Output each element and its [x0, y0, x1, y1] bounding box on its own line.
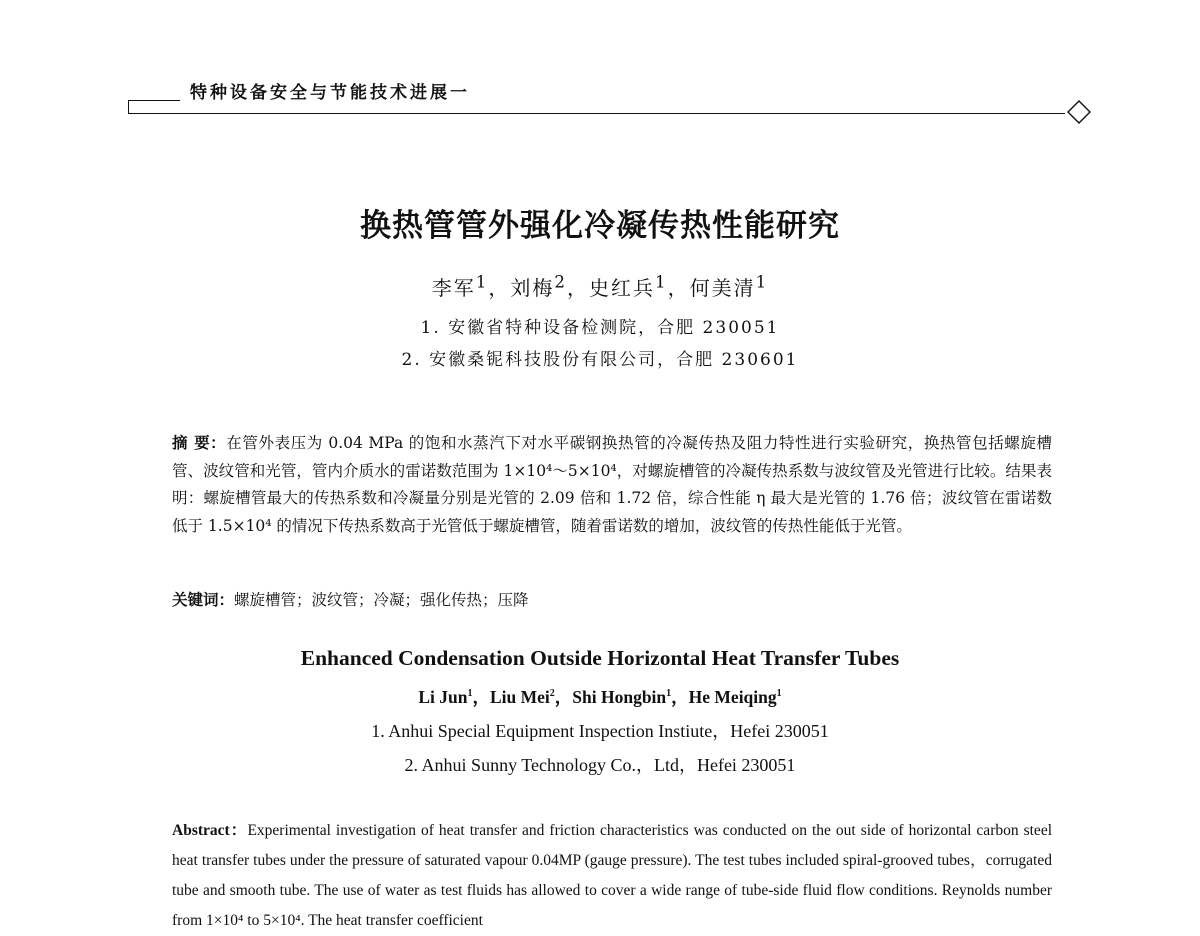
chinese-authors: 李军$^1$，刘梅$^2$，史红兵$^1$，何美清$^1$	[431, 272, 769, 300]
chinese-affiliation-1: 1. 安徽省特种设备检测院，合肥 230051	[420, 318, 780, 338]
author-affiliation-mark: 2	[554, 272, 567, 292]
author-name: Liu Mei	[489, 687, 550, 707]
author-affiliation-mark: 1	[475, 272, 489, 292]
header-rule-left	[128, 100, 180, 101]
author-affiliation-mark: 1	[467, 688, 473, 700]
chinese-keywords-label: 关键词：	[172, 591, 235, 609]
author-name: He Meiqing	[688, 687, 777, 707]
header-rule	[128, 113, 1065, 114]
english-abstract	[172, 816, 1052, 936]
english-abstract-label: Abstract：	[172, 822, 248, 839]
author-name: 何美清	[689, 276, 756, 300]
diamond-ornament-icon	[1067, 100, 1091, 124]
author-name: Li Jun	[418, 687, 468, 707]
english-affiliation-1: 1. Anhui Special Equipment Inspection Instiute，Hefei 230051	[371, 721, 829, 741]
header-rule-tick	[128, 100, 129, 114]
chinese-abstract-label: 摘 要：	[172, 434, 227, 452]
chinese-abstract	[172, 430, 1052, 540]
author-name: Shi Hongbin	[572, 687, 667, 707]
chinese-abstract-text: 在管外表压为 0.04 MPa 的饱和水蒸汽下对水平碳钢换热管的冷凝传热及阻力特性进行实验研究，换热管包括螺旋槽管、波纹管和光管，管内介质水的雷诺数范围为 1×10⁴～5×10⁴，对螺旋槽管的冷凝传热系数与波纹管及光管进行比较。结果表明：螺旋槽管最大的传热系数和冷凝量分别是光管的 2.09 倍和 1.72 倍，综合性能 η 最大是光管的 1.76 倍；波纹管在雷诺数低于 1.5×10⁴ 的情况下传热系数高于光管低于螺旋槽管，随着雷诺数的增加，波纹管的传热性能低于光管。	[172, 434, 1052, 535]
author-name: 李军	[431, 276, 476, 300]
english-authors: Li Jun$^1$，Liu Mei$^2$，Shi Hongbin$^1$，He Meiqing$^1$	[418, 687, 782, 707]
english-abstract-text: Experimental investigation of heat transfer and friction characteristics was conducted on the out side of horizontal carbon steel heat transfer tubes under the pressure of saturated vapour 0.04MP (gauge pressure). The test tubes included spiral-grooved tubes，corrugated tube and smooth tube. The use of water as test fluids has allowed to cover a wide range of tube-side fluid flow conditions. Reynolds number from 1×10⁴ to 5×10⁴. The heat transfer coefficient	[172, 822, 1053, 929]
english-title: Enhanced Condensation Outside Horizontal Heat Transfer Tubes	[300, 646, 900, 670]
author-name: 刘梅	[510, 276, 555, 300]
author-affiliation-mark: 1	[755, 272, 769, 292]
author-affiliation-mark: 1	[655, 272, 668, 292]
chinese-affiliation-2: 2. 安徽桑铌科技股份有限公司，合肥 230601	[401, 350, 799, 370]
journal-series-header: 特种设备安全与节能技术进展一	[190, 83, 470, 103]
chinese-keywords	[172, 588, 1052, 610]
chinese-keywords-text: 螺旋槽管；波纹管；冷凝；强化传热；压降	[234, 591, 529, 609]
author-affiliation-mark: 2	[549, 688, 555, 700]
english-affiliation-2: 2. Anhui Sunny Technology Co.，Ltd，Hefei 230051	[404, 755, 796, 775]
author-affiliation-mark: 1	[666, 688, 672, 700]
author-affiliation-mark: 1	[776, 688, 782, 700]
author-name: 史红兵	[589, 276, 655, 300]
chinese-title: 换热管管外强化冷凝传热性能研究	[360, 208, 840, 244]
